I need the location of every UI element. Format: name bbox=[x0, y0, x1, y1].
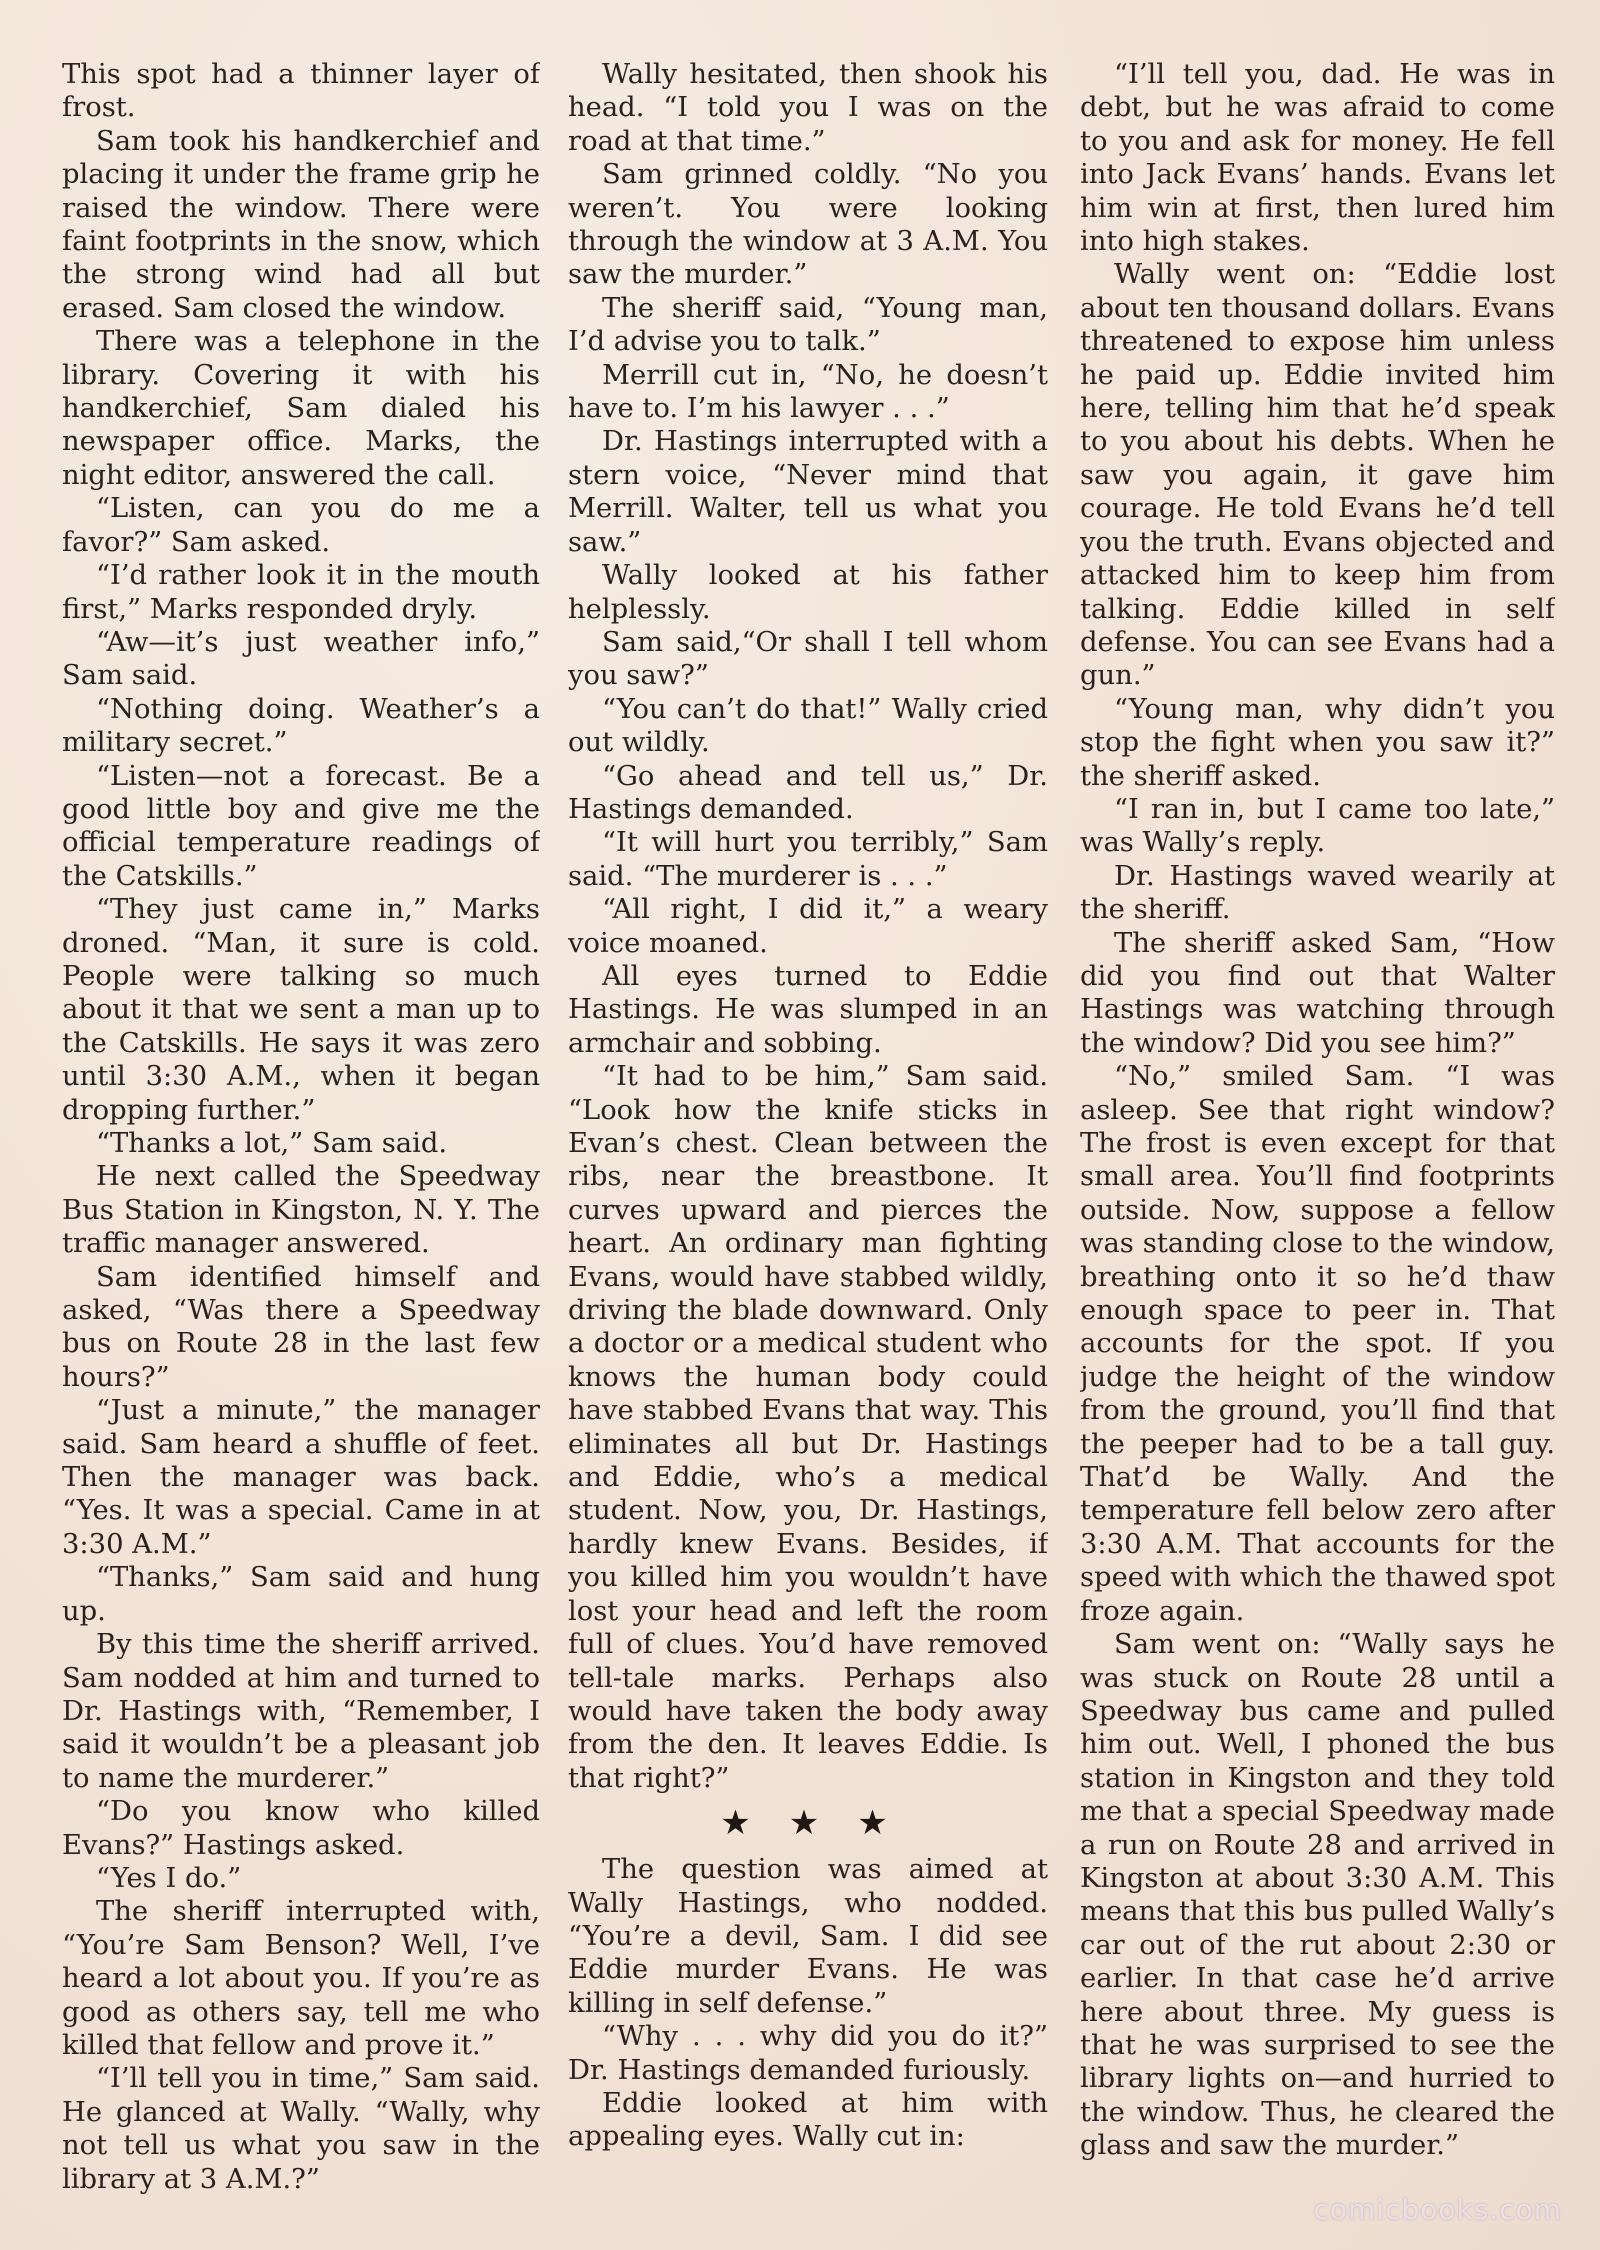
paragraph: “I’d rather look it in the mouth first,” Marks responded dryly. bbox=[62, 560, 540, 625]
paragraph: Wally went on: “Eddie lost about ten thousand dollars. Evans threatened to expose him unless he paid up. Eddie invited him here, telling him that he’d speak to you about his debts. When he saw you again, it gave him courage. He told Evans he’d tell you the truth. Evans objected and attacked him to keep him from talking. Eddie killed in self defense. You can see Evans had a gun.” bbox=[1080, 259, 1555, 692]
section-separator-stars: ★★★ bbox=[720, 1803, 926, 1844]
paragraph: “You can’t do that!” Wally cried out wildly. bbox=[568, 693, 1048, 759]
paragraph: “Thanks a lot,” Sam said. bbox=[96, 1128, 448, 1159]
paragraph: “Young man, why didn’t you stop the fight when you saw it?” the sheriff asked. bbox=[1080, 693, 1555, 792]
paragraph: Wally looked at his father helplessly. bbox=[568, 560, 1048, 625]
paragraph: “Yes I do.” bbox=[96, 1862, 242, 1894]
paragraph: “It had to be him,” Sam said. “Look how the knife sticks in Evan’s chest. Clean between the ribs, near the breastbone. It curves upward and pierces the heart. An ordinary man fighting Evans, would have stabbed wildly, driving the blade downward. Only a doctor or a medical student who knows the human body could have stabbed Evans that way. This eliminates all but Dr. Hastings and Eddie, who’s a medical student. Now, you, Dr. Hastings, hardly knew Evans. Besides, if you killed him you wouldn’t have lost your head and left the room full of clues. You’d have removed tell-tale marks. Perhaps also would have taken the body away from the den. It leaves Eddie. Is that right?” bbox=[568, 1061, 1048, 1794]
paragraph: “I’ll tell you, dad. He was in debt, but he was afraid to come to you and ask for money. He fell into Jack Evans’ hands. Evans let him win at first, then lured him into high stakes. bbox=[1080, 59, 1555, 258]
text-column-2 bbox=[568, 58, 1048, 2238]
paragraph: All eyes turned to Eddie Hastings. He was slumped in an armchair and sobbing. bbox=[568, 960, 1048, 1059]
text-column-3 bbox=[1080, 58, 1555, 2238]
paragraph: “Do you know who killed Evans?” Hastings asked. bbox=[62, 1796, 540, 1861]
paragraph: The sheriff interrupted with, “You’re Sam Benson? Well, I’ve heard a lot about you. If you’re as good as others say, tell me who killed that fellow and prove it.” bbox=[62, 1896, 540, 2061]
paragraph: “Aw—it’s just weather info,” Sam said. bbox=[62, 626, 540, 692]
paragraph: This spot had a thinner layer of frost. bbox=[62, 59, 540, 124]
paragraph: The question was aimed at Wally Hastings, who nodded. “You’re a devil, Sam. I did see Eddie murder Evans. He was killing in self defense.” bbox=[568, 1854, 1048, 2019]
paragraph: Wally hesitated, then shook his head. “I told you I was on the road at that time.” bbox=[568, 59, 1048, 157]
paragraph: “Thanks,” Sam said and hung up. bbox=[62, 1562, 540, 1627]
paragraph: By this time the sheriff arrived. Sam nodded at him and turned to Dr. Hastings with, “Remember, I said it wouldn’t be a pleasant job to name the murderer.” bbox=[62, 1629, 540, 1794]
paragraph: “Nothing doing. Weather’s a military secret.” bbox=[62, 693, 540, 759]
paragraph: Merrill cut in, “No, he doesn’t have to. I’m his lawyer . . .” bbox=[568, 359, 1048, 425]
paragraph: He next called the Speedway Bus Station in Kingston, N. Y. The traffic manager answered. bbox=[62, 1161, 540, 1260]
paragraph: Dr. Hastings waved wearily at the sheriff. bbox=[1080, 860, 1555, 926]
paragraph: Sam grinned coldly. “No you weren’t. You were looking through the window at 3 A.M. You saw the murder.” bbox=[568, 159, 1048, 291]
watermark: comicbooks.com bbox=[1313, 2193, 1562, 2226]
paragraph: “No,” smiled Sam. “I was asleep. See that right window? The frost is even except for that small area. You’ll find footprints outside. Now, suppose a fellow was standing close to the window, breathing onto it so he’d thaw enough space to peer in. That accounts for the spot. If you judge the height of the window from the ground, you’ll find that the peeper had to be a tall guy. That’d be Wally. And the temperature fell below zero after 3:30 A.M. That accounts for the speed with which the thawed spot froze again. bbox=[1080, 1061, 1555, 1627]
paragraph: “Listen, can you do me a favor?” Sam asked. bbox=[62, 493, 540, 558]
paragraph: “Listen—not a forecast. Be a good little boy and give me the official temperature readings of the Catskills.” bbox=[62, 760, 540, 892]
paragraph: “They just came in,” Marks droned. “Man, it sure is cold. People were talking so much about it that we sent a man up to the Catskills. He says it was zero until 3:30 A.M., when it began dropping further.” bbox=[62, 894, 540, 1126]
paragraph: “I’ll tell you in time,” Sam said. He glanced at Wally. “Wally, why not tell us what you saw in the library at 3 A.M.?” bbox=[62, 2063, 540, 2195]
paragraph: There was a telephone in the library. Covering it with his handkerchief, Sam dialed his newspaper office. Marks, the night editor, answered the call. bbox=[62, 326, 540, 491]
paragraph: Sam went on: “Wally says he was stuck on Route 28 until a Speedway bus came and pulled him out. Well, I phoned the bus station in Kingston and they told me that a special Speedway made a run on Route 28 and arrived in Kingston at about 3:30 A.M. This means that this bus pulled Wally’s car out of the rut about 2:30 or earlier. In that case he’d arrive here about three. My guess is that he was surprised to see the library lights on—and hurried to the window. Thus, he cleared the glass and saw the murder.” bbox=[1080, 1629, 1555, 2162]
paragraph: “All right, I did it,” a weary voice moaned. bbox=[568, 894, 1048, 959]
paragraph: “It will hurt you terribly,” Sam said. “The murderer is . . .” bbox=[568, 827, 1048, 892]
paragraph: Sam took his handkerchief and placing it under the frame grip he raised the window. There were faint footprints in the snow, which the strong wind had all but erased. Sam closed the window. bbox=[62, 125, 540, 324]
paragraph: “Why . . . why did you do it?” Dr. Hastings demanded furiously. bbox=[568, 2021, 1048, 2086]
paragraph: Sam said,“Or shall I tell whom you saw?” bbox=[568, 626, 1048, 692]
paragraph: Eddie looked at him with appealing eyes. Wally cut in: bbox=[568, 2087, 1048, 2153]
paragraph: Sam identified himself and asked, “Was there a Speedway bus on Route 28 in the last few hours?” bbox=[62, 1261, 540, 1393]
paragraph: “Go ahead and tell us,” Dr. Hastings demanded. bbox=[568, 760, 1048, 825]
text-column-1 bbox=[62, 58, 540, 2238]
paragraph: Dr. Hastings interrupted with a stern voice, “Never mind that Merrill. Walter, tell us what you saw.” bbox=[568, 426, 1048, 558]
paragraph: “I ran in, but I came too late,” was Wally’s reply. bbox=[1080, 793, 1555, 859]
paragraph: The sheriff asked Sam, “How did you find out that Walter Hastings was watching through the window? Did you see him?” bbox=[1080, 927, 1555, 1059]
paragraph: The sheriff said, “Young man, I’d advise you to talk.” bbox=[568, 292, 1048, 358]
paragraph: “Just a minute,” the manager said. Sam heard a shuffle of feet. Then the manager was back. “Yes. It was a special. Came in at 3:30 A.M.” bbox=[62, 1395, 540, 1560]
